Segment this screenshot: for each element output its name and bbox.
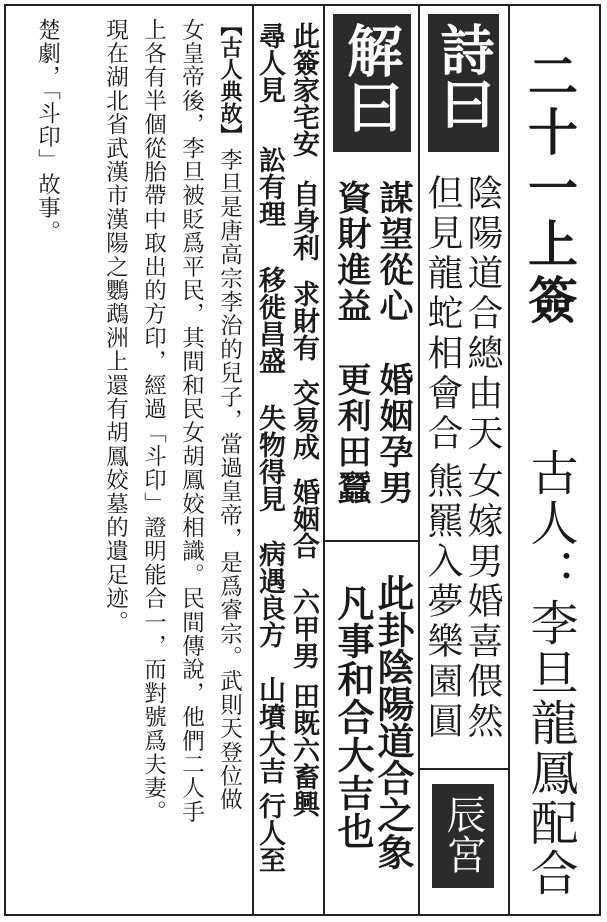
divider-poem-interp [418, 4, 420, 916]
story-column-5: 楚劇，「斗印」故事。 [34, 18, 61, 244]
detail-item: 六甲男 [288, 588, 319, 669]
detail-item: 婚姻合 [288, 478, 319, 559]
ancient-person-title: 古人：李旦龍鳳配合 [522, 448, 578, 898]
interpretation-summary-2: 凡事和合大吉也 [331, 584, 374, 850]
interpretation-line-2: 婚姻孕男 [373, 362, 413, 506]
detail-item: 行人至 [254, 792, 285, 873]
palace-label: 辰宮 [440, 794, 486, 874]
poem-label: 詩曰 [432, 22, 495, 130]
detail-item: 山墳大吉 [254, 676, 285, 784]
interpretation-line-3: 資財進益 [331, 180, 371, 324]
divider-interp-summary [323, 540, 420, 542]
signature-number: 二十一上簽 [520, 50, 578, 330]
divider-right [508, 4, 510, 916]
story-column-3: 上各有半個從胎帶中取出的方印，經過「斗印」證明能合一，而對號爲夫妻。 [140, 18, 167, 824]
story-heading: 【古人典故】 [217, 14, 242, 146]
interpretation-line-1: 謀望從心 [373, 180, 413, 324]
divider-interp-details [323, 4, 325, 916]
detail-item: 病遇良方 [254, 540, 285, 648]
detail-item: 失物得見 [254, 404, 285, 512]
story-column-1: 李旦是唐高宗李治的兒子，當過皇帝，是爲睿宗。武則天登位做 [216, 148, 243, 812]
story-column-2: 女皇帝後，李旦被貶爲平民，其間和民女胡鳳姣相識。民間傳說，他們二人手 [178, 18, 205, 824]
story-column-4: 現在湖北省武漢市漢陽之鸚鵡洲上還有胡鳳姣墓的遺足迹。 [102, 18, 129, 635]
poem-line-3: 但見龍蛇相會合 [422, 174, 463, 454]
poem-line-2: 女嫁男婚喜偎然 [462, 462, 503, 742]
detail-item: 移徙昌盛 [254, 266, 285, 374]
interpretation-label: 解曰 [338, 22, 403, 134]
detail-item: 自身利 [288, 180, 319, 261]
fortune-details-col-2 [256, 22, 286, 912]
detail-item: 訟有理 [254, 146, 285, 227]
divider-poem-bottom [418, 768, 510, 770]
detail-item: 田既六畜興 [288, 682, 319, 817]
interpretation-line-4: 更利田蠶 [331, 362, 371, 506]
poem-line-4: 熊羆入夢樂園圓 [422, 462, 463, 742]
detail-item: 此簽家宅安 [288, 22, 319, 157]
detail-item: 求財有 [288, 280, 319, 361]
poem-line-1: 陰陽道合總由天 [462, 174, 503, 454]
fortune-details-col-1 [290, 22, 320, 912]
detail-item: 尋人見 [254, 22, 285, 103]
detail-item: 交易成 [288, 379, 319, 460]
interpretation-summary-1: 此卦陰陽道合之象 [371, 574, 414, 870]
